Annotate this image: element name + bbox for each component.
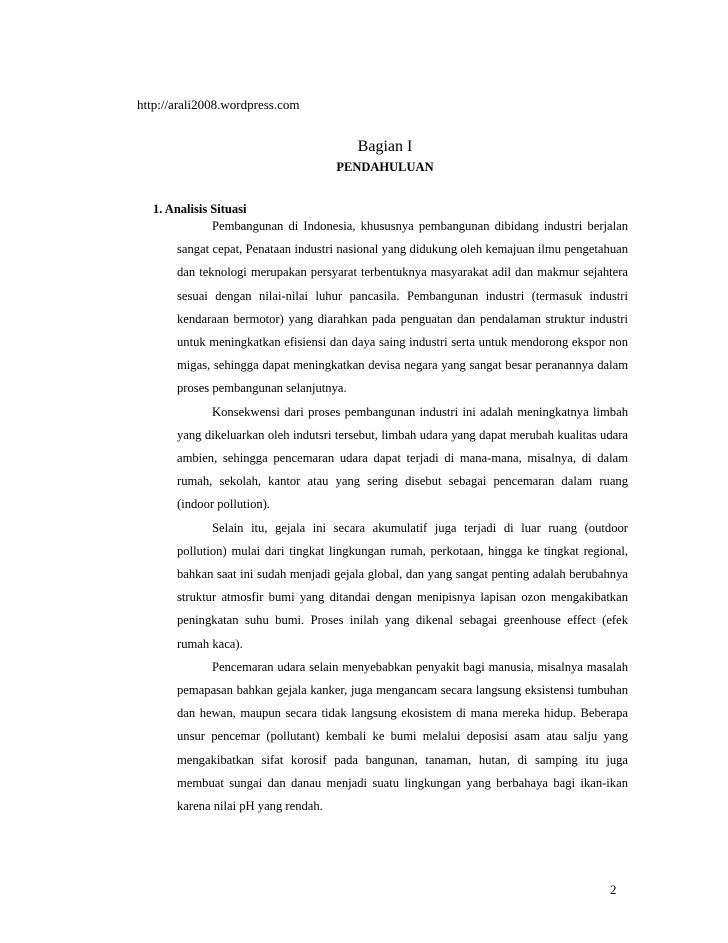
- section-heading: 1. Analisis Situasi: [153, 202, 247, 216]
- paragraph-4: Pencemaran udara selain menyebabkan penyakit bagi manusia, misalnya masalah pemapasan bahkan gejala kanker, juga mengancam secara langsung eksistensi tumbuhan dan hewan, maupun secara tidak langsung ekosistem di mana mereka hidup. Beberapa unsur pencemar (pollutant) kembali ke bumi melalui deposisi asam atau salju yang mengakibatkan sifat korosif pada bangunan, tanaman, hutan, di samping itu juga membuat sungai dan danau menjadi suatu lingkungan yang berbahaya bagi ikan-ikan karena nilai pH yang rendah.: [177, 659, 628, 814]
- paragraph-1: Pembangunan di Indonesia, khususnya pembangunan dibidang industri berjalan sangat cepat, Penataan industri nasional yang didukung oleh kemajuan ilmu pengetahuan dan teknologi merupakan persyarat terbentuknya masyarakat adil dan makmur sejahtera sesuai dengan nilai-nilai luhur pancasila. Pembangunan industri (termasuk industri kendaraan bermotor) yang diarahkan pada penguatan dan pendalaman struktur industri untuk meningkatkan efisiensi dan daya saing industri serta untuk mendorong ekspor non migas, sehingga dapat meningkatkan devisa negara yang sangat besar peranannya dalam proses pembangunan selanjutnya.: [177, 219, 628, 396]
- paragraph-3: Selain itu, gejala ini secara akumulatif juga terjadi di luar ruang (outdoor pollution) mulai dari tingkat lingkungan rumah, perkotaan, hingga ke tingkat regional, bahkan saat ini sudah menjadi gejala global, dan yang sangat penting adalah berubahnya struktur atmosfir bumi yang ditandai dengan menipisnya lapisan ozon mengakibatkan peningkatan suhu bumi. Proses inilah yang dikenal sebagai greenhouse effect (efek rumah kaca).: [177, 520, 628, 651]
- header-url: http://arali2008.wordpress.com: [137, 97, 300, 112]
- paragraph-2: Konsekwensi dari proses pembangunan industri ini adalah meningkatnya limbah yang dikeluarkan oleh indutsri tersebut, limbah udara yang dapat merubah kualitas udara ambien, sehingga pencemaran udara dapat terjadi di mana-mana, misalnya, di dalam rumah, sekolah, kantor atau yang sering disebut sebagai pencemaran dalam ruang (indoor pollution).: [177, 404, 628, 512]
- body-text: [177, 215, 628, 818]
- chapter-subtitle: PENDAHULUAN: [336, 160, 434, 174]
- page-number: 2: [610, 882, 617, 897]
- chapter-title: Bagian I: [357, 138, 413, 155]
